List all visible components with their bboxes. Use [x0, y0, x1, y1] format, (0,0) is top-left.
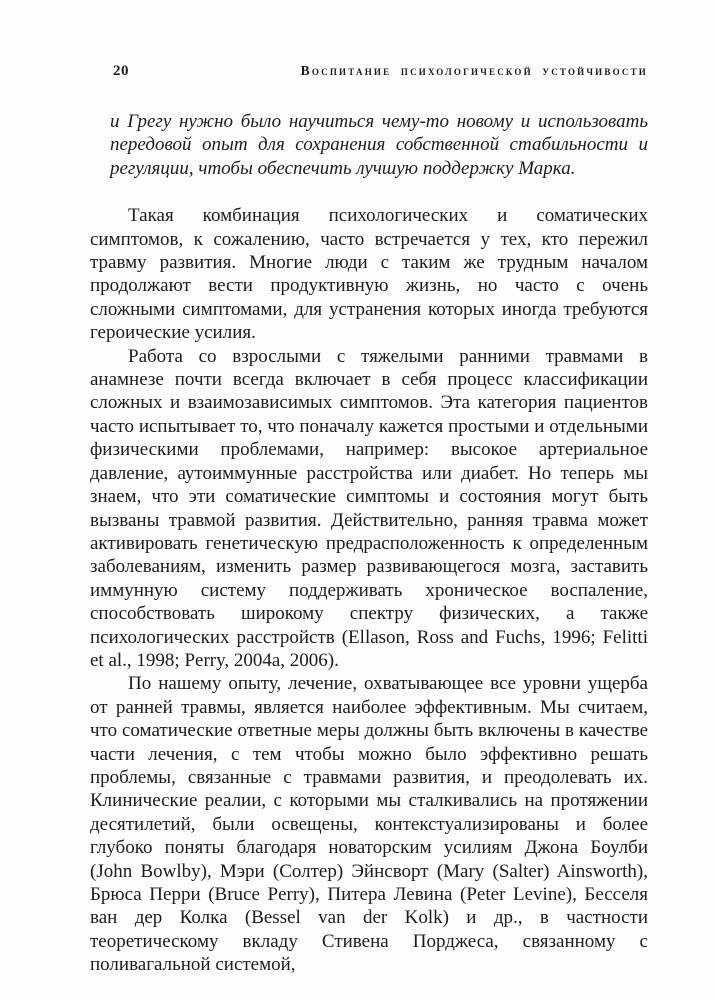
body-paragraphs — [90, 204, 648, 976]
page-number: 20 — [113, 63, 129, 79]
paragraph: Такая комбинация психологических и соматических симптомов, к сожалению, часто встречается у тех, кто пережил травму развития. Многие люди с таким же трудным началом продолжают вести продуктивную жизнь, но часто с очень сложными симптомами, для устранения которых иногда требуются героические усилия. — [90, 205, 648, 344]
paragraph: По нашему опыту, лечение, охватывающее все уровни ущерба от ранней травмы, является наиболее эффективным. Мы считаем, что соматические ответные меры должны быть включены в качестве части лечения, с тем чтобы можно было эффективно решать проблемы, связанные с травмами развития, и преодолевать их. Клинические реалии, с которыми мы сталкивались на протяжении десятилетий, были освещены, контекстуализированы и более глубоко поняты благодаря новаторским усилиям Джона Боулби (John Bowlby), Мэри (Солтер) Эйнсворт (Mary (Salter) Ainsworth), Брюса Перри (Bruce Perry), Питера Левина (Peter Levine), Бесселя ван дер Колка (Bessel van der Kolk) и др., в частности теоретическому вкладу Стивена Порджеса, связанному с поливагальной системой, — [90, 673, 648, 976]
paragraph: Работа со взрослыми с тяжелыми ранними травмами в анамнезе почти всегда включает в себя процесс классификации сложных и взаимозависимых симптомов. Эта категория пациентов часто испытывает то, что поначалу кажется простыми и отдельными физическими проблемами, например: высокое артериальное давление, аутоиммунные расстройства или диабет. Но теперь мы знаем, что эти соматические симптомы и состояния могут быть вызваны травмой развития. Действительно, ранняя травма может активировать генетическую предрасположенность к определенным заболеваниям, изменить размер развивающегося мозга, заставить иммунную систему поддерживать хроническое воспаление, способствовать широкому спектру физических, а также психологических расстройств (Ellason, Ross and Fuchs, 1996; Felitti et al., 1998; Perry, 2004a, 2006). — [90, 345, 648, 671]
page-text — [90, 110, 648, 977]
running-head — [113, 63, 648, 80]
running-title: Воспитание психологической устойчивости — [300, 63, 648, 78]
epigraph-paragraph: и Грегу нужно было научиться чему-то новому и использовать передовой опыт для сохранения собственной стабильности и регуляции, чтобы обеспечить лучшую поддержку Марка. — [110, 111, 648, 179]
